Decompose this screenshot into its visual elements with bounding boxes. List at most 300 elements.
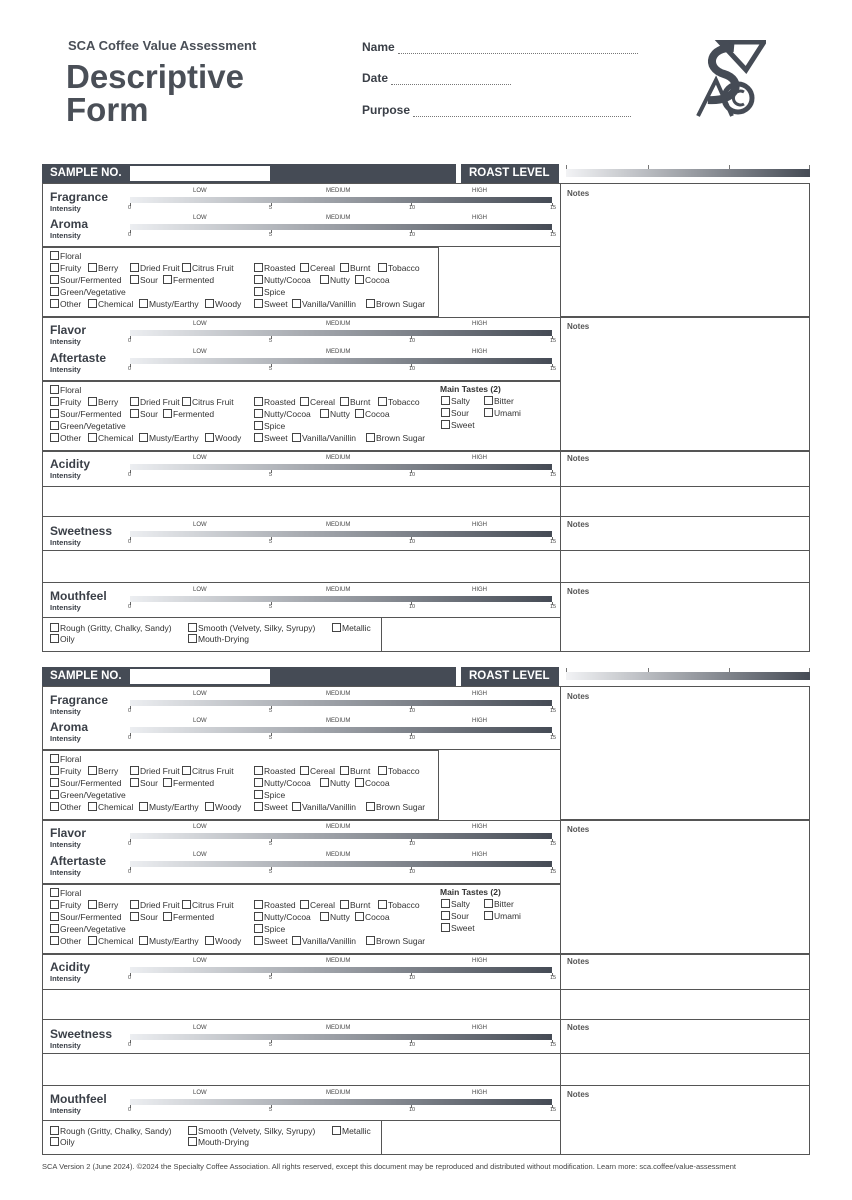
s2-aftertaste-intensity-scale[interactable] xyxy=(130,861,552,867)
s2-fragrance-desc-checkbox[interactable] xyxy=(205,802,241,812)
checkbox-box[interactable] xyxy=(378,397,387,406)
s1-fragrance-desc-checkbox[interactable] xyxy=(320,275,350,285)
checkbox-box[interactable] xyxy=(254,421,263,430)
s2-fragrance-notes-box[interactable] xyxy=(560,686,810,820)
checkbox-box[interactable] xyxy=(254,802,263,811)
s2-fragrance-desc-checkbox[interactable] xyxy=(163,778,214,788)
s2-mouthfeel-notes-frame[interactable] xyxy=(560,1085,810,1155)
s2-flavor-desc-checkbox[interactable] xyxy=(50,936,81,946)
s2-flavor-desc-checkbox[interactable] xyxy=(130,900,180,910)
s1-mouthfeel-notes-frame[interactable] xyxy=(560,582,810,652)
s1-sweetness-intensity-scale[interactable] xyxy=(130,531,552,537)
checkbox-box[interactable] xyxy=(130,766,139,775)
checkbox-box[interactable] xyxy=(254,790,263,799)
s2-flavor-desc-checkbox[interactable] xyxy=(378,900,420,910)
s2-fragrance-desc-checkbox[interactable] xyxy=(254,802,288,812)
checkbox-box[interactable] xyxy=(292,433,301,442)
s1-flavor-desc-checkbox[interactable] xyxy=(50,397,81,407)
s1-fragrance-desc-checkbox[interactable] xyxy=(50,251,81,261)
s2-fragrance-desc-checkbox[interactable] xyxy=(320,778,350,788)
s2-sweetness-notes-box[interactable] xyxy=(560,1019,810,1086)
s2-fragrance-desc-checkbox[interactable] xyxy=(182,766,234,776)
s2-mf-metallic-checkbox[interactable] xyxy=(332,1126,371,1136)
checkbox-box[interactable] xyxy=(50,421,59,430)
s2-flavor-desc-checkbox[interactable] xyxy=(130,912,158,922)
checkbox-box[interactable] xyxy=(340,766,349,775)
checkbox-box[interactable] xyxy=(484,911,493,920)
s1-fragrance-desc-checkbox[interactable] xyxy=(366,299,425,309)
s1-fragrance-desc-checkbox[interactable] xyxy=(254,287,285,297)
s1-fragrance-desc-label: Sour xyxy=(140,275,158,285)
s1-mouthfeel-intensity-scale[interactable] xyxy=(130,596,552,602)
checkbox-box[interactable] xyxy=(88,263,97,272)
s1-flavor-desc-checkbox[interactable] xyxy=(340,397,370,407)
s1-sweetness-notes-box[interactable] xyxy=(560,516,810,583)
s2-aroma-low-label: LOW xyxy=(193,718,207,724)
checkbox-box[interactable] xyxy=(366,802,375,811)
checkbox-box[interactable] xyxy=(254,936,263,945)
checkbox-box[interactable] xyxy=(254,275,263,284)
s1-flavor-desc-checkbox[interactable] xyxy=(50,409,121,419)
s1-flavor-desc-checkbox[interactable] xyxy=(320,409,350,419)
checkbox-box[interactable] xyxy=(188,1137,197,1146)
checkbox-box[interactable] xyxy=(340,900,349,909)
s2-fragrance-desc-checkbox[interactable] xyxy=(130,766,180,776)
s1-taste-label: Sour xyxy=(451,408,469,418)
checkbox-box[interactable] xyxy=(254,433,263,442)
s2-fragrance-desc-checkbox[interactable] xyxy=(50,802,81,812)
s2-flavor-desc-checkbox[interactable] xyxy=(50,888,81,898)
checkbox-box[interactable] xyxy=(254,287,263,296)
checkbox-box[interactable] xyxy=(88,433,97,442)
s2-fragrance-desc-checkbox[interactable] xyxy=(254,790,285,800)
s1-flavor-desc-checkbox[interactable] xyxy=(50,385,81,395)
checkbox-box[interactable] xyxy=(50,1126,59,1135)
s1-fragrance-intensity-scale[interactable] xyxy=(130,197,552,203)
checkbox-box[interactable] xyxy=(182,766,191,775)
s1-flavor-desc-checkbox[interactable] xyxy=(300,397,335,407)
checkbox-box[interactable] xyxy=(182,900,191,909)
s2-mouthfeel-scale-num: 10 xyxy=(409,1107,416,1113)
s1-roast-level-scale[interactable] xyxy=(566,169,810,177)
s2-taste-label: Salty xyxy=(451,899,470,909)
checkbox-box[interactable] xyxy=(163,409,172,418)
checkbox-box[interactable] xyxy=(340,397,349,406)
checkbox-box[interactable] xyxy=(50,397,59,406)
checkbox-box[interactable] xyxy=(300,900,309,909)
checkbox-box[interactable] xyxy=(88,397,97,406)
s1-flavor-desc-checkbox[interactable] xyxy=(355,409,390,419)
checkbox-box[interactable] xyxy=(441,911,450,920)
s2-flavor-desc-checkbox[interactable] xyxy=(88,900,118,910)
s2-taste-checkbox[interactable] xyxy=(441,923,475,933)
checkbox-box[interactable] xyxy=(378,766,387,775)
s2-flavor-desc-label: Roasted xyxy=(264,900,296,910)
s1-acidity-high-label: HIGH xyxy=(472,455,487,461)
s2-fragrance-desc-checkbox[interactable] xyxy=(300,766,335,776)
s2-fragrance-desc-checkbox[interactable] xyxy=(292,802,356,812)
checkbox-box[interactable] xyxy=(441,899,450,908)
s2-acidity-notes-box[interactable] xyxy=(560,954,810,1020)
s1-flavor-scale-num: 15 xyxy=(550,338,557,344)
s2-taste-checkbox[interactable] xyxy=(484,899,514,909)
checkbox-box[interactable] xyxy=(300,766,309,775)
s1-fragrance-desc-label: Chemical xyxy=(98,299,134,309)
s1-flavor-desc-checkbox[interactable] xyxy=(378,397,420,407)
s1-mf-smooth-checkbox[interactable] xyxy=(188,623,315,633)
s1-flavor-desc-label: Roasted xyxy=(264,397,296,407)
s2-sample-number-input[interactable] xyxy=(130,669,270,684)
s1-flavor-intensity-scale[interactable] xyxy=(130,330,552,336)
s2-mf-oily-checkbox[interactable] xyxy=(50,1137,75,1147)
checkbox-box[interactable] xyxy=(50,433,59,442)
s2-flavor-desc-checkbox[interactable] xyxy=(139,936,199,946)
s1-fragrance-desc-checkbox[interactable] xyxy=(50,299,81,309)
checkbox-box[interactable] xyxy=(355,912,364,921)
s2-fragrance-desc-checkbox[interactable] xyxy=(366,802,425,812)
s1-flavor-desc-checkbox[interactable] xyxy=(50,421,126,431)
purpose-field[interactable] xyxy=(362,103,631,117)
s1-aroma-intensity-scale[interactable] xyxy=(130,224,552,230)
s1-fragrance-desc-checkbox[interactable] xyxy=(50,275,121,285)
s1-mf-rough-checkbox[interactable] xyxy=(50,623,172,633)
checkbox-box[interactable] xyxy=(139,433,148,442)
checkbox-box[interactable] xyxy=(484,899,493,908)
s2-fragrance-intensity-scale[interactable] xyxy=(130,700,552,706)
checkbox-box[interactable] xyxy=(50,766,59,775)
s1-flavor-desc-checkbox[interactable] xyxy=(88,397,118,407)
s2-flavor-desc-checkbox[interactable] xyxy=(355,912,390,922)
checkbox-box[interactable] xyxy=(355,409,364,418)
s2-flavor-desc-checkbox[interactable] xyxy=(300,900,335,910)
s2-taste-checkbox[interactable] xyxy=(484,911,521,921)
s2-fragrance-desc-checkbox[interactable] xyxy=(378,766,420,776)
checkbox-box[interactable] xyxy=(355,778,364,787)
checkbox-box[interactable] xyxy=(130,900,139,909)
s1-flavor-high-label: HIGH xyxy=(472,321,487,327)
checkbox-box[interactable] xyxy=(130,397,139,406)
s1-notes-label: Notes xyxy=(567,587,590,596)
checkbox-box[interactable] xyxy=(182,263,191,272)
s2-fragrance-desc-checkbox[interactable] xyxy=(355,778,390,788)
s1-sweetness-intensity-label: Intensity xyxy=(50,538,81,547)
s1-fragrance-desc-checkbox[interactable] xyxy=(130,275,158,285)
s1-fragrance-desc-checkbox[interactable] xyxy=(205,299,241,309)
checkbox-box[interactable] xyxy=(50,299,59,308)
checkbox-box[interactable] xyxy=(50,790,59,799)
s2-fragrance-desc-checkbox[interactable] xyxy=(50,778,121,788)
checkbox-box[interactable] xyxy=(50,924,59,933)
s2-flavor-desc-checkbox[interactable] xyxy=(182,900,234,910)
s2-flavor-desc-checkbox[interactable] xyxy=(320,912,350,922)
s1-fragrance-desc-checkbox[interactable] xyxy=(139,299,199,309)
s2-mouthfeel-intensity-scale[interactable] xyxy=(130,1099,552,1105)
checkbox-box[interactable] xyxy=(366,299,375,308)
s2-mf-smooth-checkbox[interactable] xyxy=(188,1126,315,1136)
s2-fragrance-desc-checkbox[interactable] xyxy=(130,778,158,788)
checkbox-box[interactable] xyxy=(332,1126,341,1135)
s1-flavor-desc-label: Floral xyxy=(60,385,82,395)
checkbox-box[interactable] xyxy=(254,299,263,308)
checkbox-box[interactable] xyxy=(50,634,59,643)
s1-aftertaste-scale-num: 5 xyxy=(269,366,273,372)
s2-flavor-desc-checkbox[interactable] xyxy=(205,936,241,946)
s1-sweetness-label: Sweetness xyxy=(50,524,113,538)
checkbox-box[interactable] xyxy=(50,263,59,272)
checkbox-box[interactable] xyxy=(378,900,387,909)
checkbox-box[interactable] xyxy=(50,936,59,945)
s1-fragrance-desc-checkbox[interactable] xyxy=(163,275,214,285)
s2-fragrance-desc-checkbox[interactable] xyxy=(139,802,199,812)
checkbox-box[interactable] xyxy=(130,912,139,921)
s2-taste-checkbox[interactable] xyxy=(441,899,470,909)
s2-flavor-desc-checkbox[interactable] xyxy=(163,912,214,922)
checkbox-box[interactable] xyxy=(484,408,493,417)
checkbox-box[interactable] xyxy=(163,275,172,284)
s1-aftertaste-intensity-scale[interactable] xyxy=(130,358,552,364)
s1-flavor-desc-checkbox[interactable] xyxy=(130,409,158,419)
s2-fragrance-desc-checkbox[interactable] xyxy=(88,802,133,812)
s2-flavor-desc-checkbox[interactable] xyxy=(254,924,285,934)
checkbox-box[interactable] xyxy=(300,263,309,272)
s1-fragrance-scale-num: 10 xyxy=(409,205,416,211)
s1-sweetness-scale-num: 10 xyxy=(409,539,416,545)
s1-flavor-desc-checkbox[interactable] xyxy=(205,433,241,443)
checkbox-box[interactable] xyxy=(366,433,375,442)
checkbox-box[interactable] xyxy=(88,936,97,945)
checkbox-box[interactable] xyxy=(50,802,59,811)
s2-taste-checkbox[interactable] xyxy=(441,911,469,921)
s1-mf-metallic-checkbox[interactable] xyxy=(332,623,371,633)
checkbox-box[interactable] xyxy=(163,912,172,921)
s1-fragrance-desc-label: Berry xyxy=(98,263,119,273)
checkbox-box[interactable] xyxy=(88,766,97,775)
checkbox-box[interactable] xyxy=(254,924,263,933)
s2-flavor-desc-checkbox[interactable] xyxy=(366,936,425,946)
s2-mf-mouth-drying-checkbox[interactable] xyxy=(188,1137,249,1147)
checkbox-box[interactable] xyxy=(254,397,263,406)
s1-taste-checkbox[interactable] xyxy=(441,420,475,430)
s2-flavor-desc-checkbox[interactable] xyxy=(50,912,121,922)
s2-sweetness-intensity-scale[interactable] xyxy=(130,1034,552,1040)
checkbox-box[interactable] xyxy=(254,409,263,418)
s2-flavor-desc-checkbox[interactable] xyxy=(292,936,356,946)
checkbox-box[interactable] xyxy=(205,433,214,442)
s2-flavor-desc-label: Cocoa xyxy=(365,912,390,922)
checkbox-box[interactable] xyxy=(205,802,214,811)
s1-flavor-desc-checkbox[interactable] xyxy=(292,433,356,443)
checkbox-box[interactable] xyxy=(50,754,59,763)
s1-fragrance-desc-checkbox[interactable] xyxy=(88,263,118,273)
checkbox-box[interactable] xyxy=(441,420,450,429)
s2-flavor-desc-checkbox[interactable] xyxy=(88,936,133,946)
checkbox-box[interactable] xyxy=(50,778,59,787)
checkbox-box[interactable] xyxy=(50,275,59,284)
s2-taste-label: Sour xyxy=(451,911,469,921)
s1-sweetness-scale-num: 5 xyxy=(269,539,273,545)
checkbox-box[interactable] xyxy=(320,778,329,787)
s1-flavor-desc-label: Musty/Earthy xyxy=(149,433,199,443)
s1-fragrance-desc-checkbox[interactable] xyxy=(254,299,288,309)
s2-fragrance-desc-checkbox[interactable] xyxy=(88,766,118,776)
checkbox-box[interactable] xyxy=(139,802,148,811)
s2-flavor-desc-checkbox[interactable] xyxy=(254,900,296,910)
checkbox-box[interactable] xyxy=(340,263,349,272)
date-field[interactable] xyxy=(362,71,511,85)
s2-fragrance-desc-checkbox[interactable] xyxy=(50,766,81,776)
checkbox-box[interactable] xyxy=(441,408,450,417)
s1-acidity-notes-box[interactable] xyxy=(560,451,810,517)
s2-roast-tick xyxy=(648,668,649,672)
checkbox-box[interactable] xyxy=(130,409,139,418)
checkbox-box[interactable] xyxy=(130,778,139,787)
checkbox-box[interactable] xyxy=(254,778,263,787)
s1-flavor-desc-checkbox[interactable] xyxy=(254,397,296,407)
s1-flavor-desc-checkbox[interactable] xyxy=(139,433,199,443)
checkbox-box[interactable] xyxy=(188,623,197,632)
checkbox-box[interactable] xyxy=(50,900,59,909)
s2-fragrance-desc-checkbox[interactable] xyxy=(50,754,81,764)
checkbox-box[interactable] xyxy=(50,623,59,632)
s2-fragrance-desc-checkbox[interactable] xyxy=(50,790,126,800)
s1-taste-checkbox[interactable] xyxy=(441,408,469,418)
checkbox-box[interactable] xyxy=(292,802,301,811)
s2-acidity-high-label: HIGH xyxy=(472,958,487,964)
s2-roast-level-scale[interactable] xyxy=(566,672,810,680)
checkbox-box[interactable] xyxy=(254,263,263,272)
checkbox-box[interactable] xyxy=(441,396,450,405)
checkbox-box[interactable] xyxy=(355,275,364,284)
s1-fragrance-desc-checkbox[interactable] xyxy=(300,263,335,273)
s2-flavor-intensity-scale[interactable] xyxy=(130,833,552,839)
s1-aftertaste-low-label: LOW xyxy=(193,349,207,355)
checkbox-box[interactable] xyxy=(50,409,59,418)
checkbox-box[interactable] xyxy=(366,936,375,945)
s1-flavor-desc-checkbox[interactable] xyxy=(50,433,81,443)
s2-flavor-desc-checkbox[interactable] xyxy=(254,936,288,946)
checkbox-box[interactable] xyxy=(88,299,97,308)
s1-sweetness-high-label: HIGH xyxy=(472,522,487,528)
s1-flavor-desc-checkbox[interactable] xyxy=(254,433,288,443)
s1-fragrance-desc-checkbox[interactable] xyxy=(50,287,126,297)
s2-flavor-desc-checkbox[interactable] xyxy=(340,900,370,910)
checkbox-box[interactable] xyxy=(188,634,197,643)
checkbox-box[interactable] xyxy=(139,299,148,308)
s1-taste-checkbox[interactable] xyxy=(484,396,514,406)
checkbox-box[interactable] xyxy=(50,251,59,260)
checkbox-box[interactable] xyxy=(320,275,329,284)
checkbox-box[interactable] xyxy=(50,912,59,921)
checkbox-box[interactable] xyxy=(254,766,263,775)
s1-flavor-desc-label: Green/Vegetative xyxy=(60,421,126,431)
s2-fragrance-desc-checkbox[interactable] xyxy=(254,778,311,788)
s1-mf-mouth-drying-checkbox[interactable] xyxy=(188,634,249,644)
checkbox-box[interactable] xyxy=(88,802,97,811)
s1-flavor-desc-checkbox[interactable] xyxy=(254,421,285,431)
s2-fragrance-desc-checkbox[interactable] xyxy=(254,766,296,776)
s1-flavor-notes-box[interactable] xyxy=(560,317,810,451)
s1-flavor-desc-checkbox[interactable] xyxy=(254,409,311,419)
s2-fragrance-intensity-label: Intensity xyxy=(50,707,81,716)
name-field[interactable] xyxy=(362,40,638,54)
s1-flavor-desc-checkbox[interactable] xyxy=(163,409,214,419)
s1-fragrance-desc-checkbox[interactable] xyxy=(254,275,311,285)
s2-flavor-notes-box[interactable] xyxy=(560,820,810,954)
s1-fragrance-desc-checkbox[interactable] xyxy=(88,299,133,309)
s1-fragrance-desc-checkbox[interactable] xyxy=(254,263,296,273)
checkbox-box[interactable] xyxy=(163,778,172,787)
checkbox-box[interactable] xyxy=(378,263,387,272)
s2-acidity-intensity-scale[interactable] xyxy=(130,967,552,973)
checkbox-box[interactable] xyxy=(50,287,59,296)
s2-flavor-desc-label: Sour/Fermented xyxy=(60,912,122,922)
checkbox-box[interactable] xyxy=(50,385,59,394)
checkbox-box[interactable] xyxy=(332,623,341,632)
s2-flavor-label: Flavor xyxy=(50,826,87,840)
checkbox-box[interactable] xyxy=(484,396,493,405)
s2-fragrance-desc-checkbox[interactable] xyxy=(340,766,370,776)
s2-flavor-scale-num: 15 xyxy=(550,841,557,847)
s2-mf-rough-checkbox[interactable] xyxy=(50,1126,172,1136)
checkbox-box[interactable] xyxy=(139,936,148,945)
checkbox-box[interactable] xyxy=(320,912,329,921)
s1-fragrance-desc-checkbox[interactable] xyxy=(340,263,370,273)
s1-flavor-desc-checkbox[interactable] xyxy=(182,397,234,407)
s2-flavor-scale-num: 10 xyxy=(409,841,416,847)
s1-flavor-desc-checkbox[interactable] xyxy=(88,433,133,443)
s1-fragrance-desc-checkbox[interactable] xyxy=(378,263,420,273)
s2-sweetness-high-label: HIGH xyxy=(472,1025,487,1031)
checkbox-box[interactable] xyxy=(50,888,59,897)
checkbox-box[interactable] xyxy=(188,1126,197,1135)
s1-fragrance-desc-label: Floral xyxy=(60,251,82,261)
checkbox-box[interactable] xyxy=(254,900,263,909)
s1-fragrance-desc-checkbox[interactable] xyxy=(355,275,390,285)
s2-flavor-desc-checkbox[interactable] xyxy=(254,912,311,922)
s1-flavor-desc-checkbox[interactable] xyxy=(130,397,180,407)
checkbox-box[interactable] xyxy=(182,397,191,406)
s1-fragrance-desc-checkbox[interactable] xyxy=(50,263,81,273)
checkbox-box[interactable] xyxy=(50,1137,59,1146)
s1-mf-oily-checkbox[interactable] xyxy=(50,634,75,644)
checkbox-box[interactable] xyxy=(130,275,139,284)
s1-flavor-desc-checkbox[interactable] xyxy=(366,433,425,443)
s2-aroma-intensity-scale[interactable] xyxy=(130,727,552,733)
s1-taste-checkbox[interactable] xyxy=(441,396,470,406)
checkbox-box[interactable] xyxy=(205,936,214,945)
checkbox-box[interactable] xyxy=(292,299,301,308)
s1-fragrance-desc-checkbox[interactable] xyxy=(292,299,356,309)
checkbox-box[interactable] xyxy=(300,397,309,406)
checkbox-box[interactable] xyxy=(441,923,450,932)
s2-flavor-desc-checkbox[interactable] xyxy=(50,900,81,910)
checkbox-box[interactable] xyxy=(320,409,329,418)
s1-taste-checkbox[interactable] xyxy=(484,408,521,418)
checkbox-box[interactable] xyxy=(254,912,263,921)
checkbox-box[interactable] xyxy=(130,263,139,272)
s1-fragrance-notes-box[interactable] xyxy=(560,183,810,317)
s2-fragrance-desc-label: Fermented xyxy=(173,778,215,788)
checkbox-box[interactable] xyxy=(88,900,97,909)
checkbox-box[interactable] xyxy=(205,299,214,308)
s1-fragrance-desc-checkbox[interactable] xyxy=(182,263,234,273)
s1-acidity-intensity-scale[interactable] xyxy=(130,464,552,470)
s2-flavor-desc-checkbox[interactable] xyxy=(50,924,126,934)
s1-fragrance-desc-checkbox[interactable] xyxy=(130,263,180,273)
s1-flavor-scale-num: 10 xyxy=(409,338,416,344)
checkbox-box[interactable] xyxy=(292,936,301,945)
s1-sample-number-input[interactable] xyxy=(130,166,270,181)
